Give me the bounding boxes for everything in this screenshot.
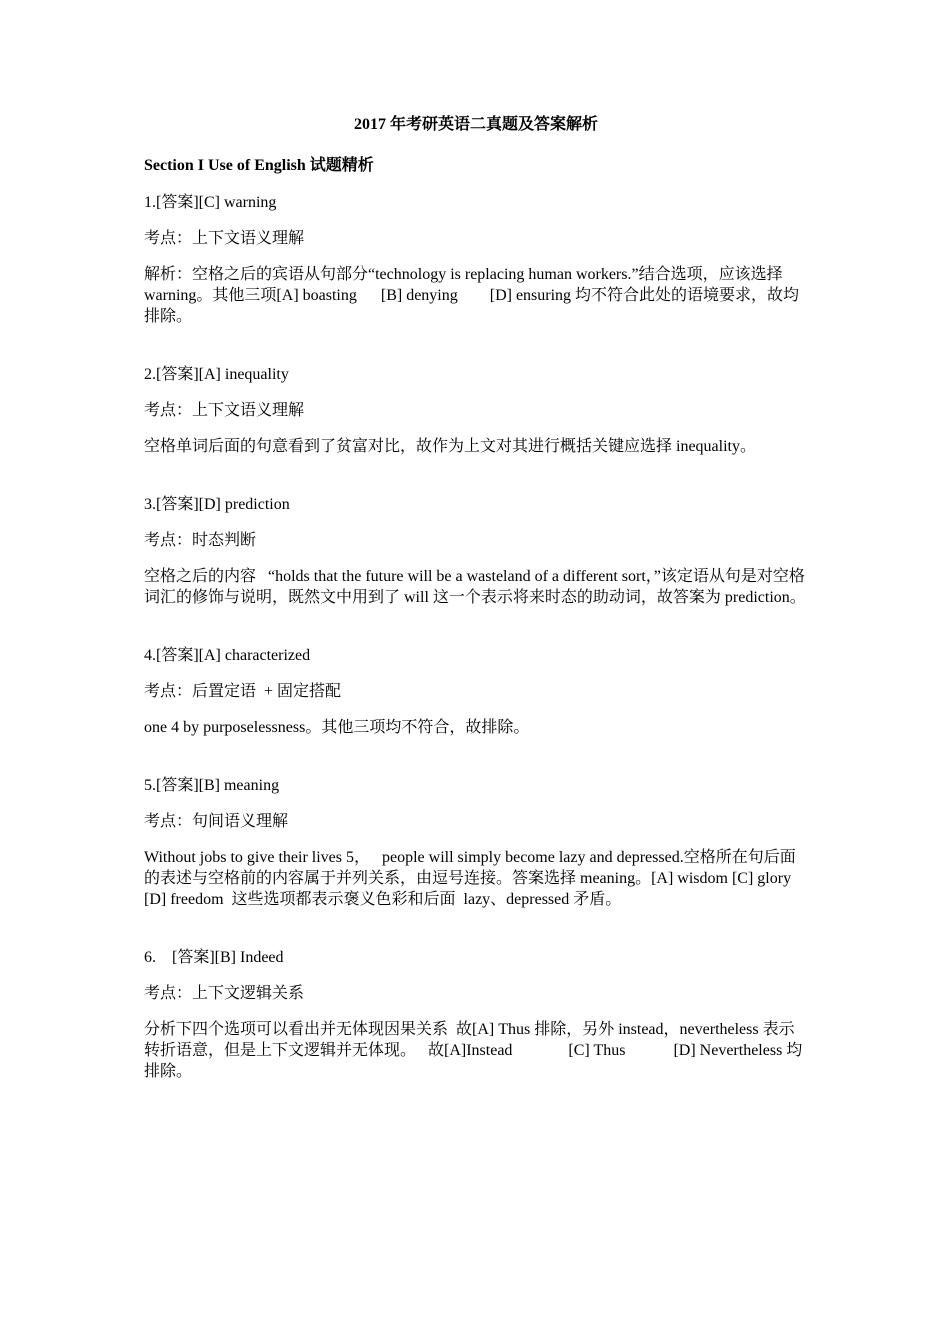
test-point: 考点：后置定语 + 固定搭配 (144, 683, 342, 700)
analysis-text: 空格单词后面的句意看到了贫富对比，故作为上文对其进行概括关键应选择 inequality。 (144, 438, 756, 455)
answer-item-3 (144, 494, 808, 608)
answer-item-2 (144, 364, 808, 457)
test-point: 考点：上下文语义理解 (144, 402, 305, 419)
section-heading: Section I Use of English 试题精析 (144, 157, 374, 174)
test-point: 考点：上下文语义理解 (144, 230, 305, 247)
answer-item-4 (144, 645, 808, 738)
answer-line: 1.[答案][C] warning (144, 194, 277, 211)
answer-item-6 (144, 947, 808, 1082)
answer-item-1 (144, 192, 808, 327)
test-point: 考点：句间语义理解 (144, 813, 289, 830)
answer-line: 3.[答案][D] prediction (144, 496, 290, 513)
answer-line: 4.[答案][A] characterized (144, 647, 311, 664)
analysis-text: 解析：空格之后的宾语从句部分“technology is replacing human workers.”结合选项，应该选择 warning。其他三项[A] boasting [B] denying [D] ensuring 均不符合此处的语境要求，故均排除。 (144, 266, 800, 325)
answer-line: 6. [答案][B] Indeed (144, 949, 284, 966)
answer-line: 2.[答案][A] inequality (144, 366, 289, 383)
test-point: 考点：上下文逻辑关系 (144, 985, 305, 1002)
answer-line: 5.[答案][B] meaning (144, 777, 280, 794)
analysis-text: one 4 by purposelessness。其他三项均不符合，故排除。 (144, 719, 530, 736)
analysis-text: 空格之后的内容 “holds that the future will be a wasteland of a different sort，”该定语从句是对空格词汇的修饰与说明，既然文中用到了 will 这一个表示将来时态的助动词，故答案为 prediction。 (144, 568, 806, 606)
answer-item-5 (144, 775, 816, 910)
document-title: 2017 年考研英语二真题及答案解析 (353, 116, 598, 133)
test-point: 考点：时态判断 (144, 532, 257, 549)
document-body (144, 114, 816, 1097)
analysis-text: 分析下四个选项可以看出并无体现因果关系 故[A] Thus 排除，另外 instead，nevertheless 表示转折语意，但是上下文逻辑并无体现。 故[A]Instead [C] Thus [D] Nevertheless 均排除。 (144, 1021, 803, 1080)
analysis-text: Without jobs to give their lives 5， people will simply become lazy and depressed.空格所在句后面的表述与空格前的内容属于并列关系，由逗号连接。答案选择 meaning。[A] wisdom [C] glory [D] freedom 这些选项都表示褒义色彩和后面 lazy、depressed 矛盾。 (144, 849, 816, 908)
